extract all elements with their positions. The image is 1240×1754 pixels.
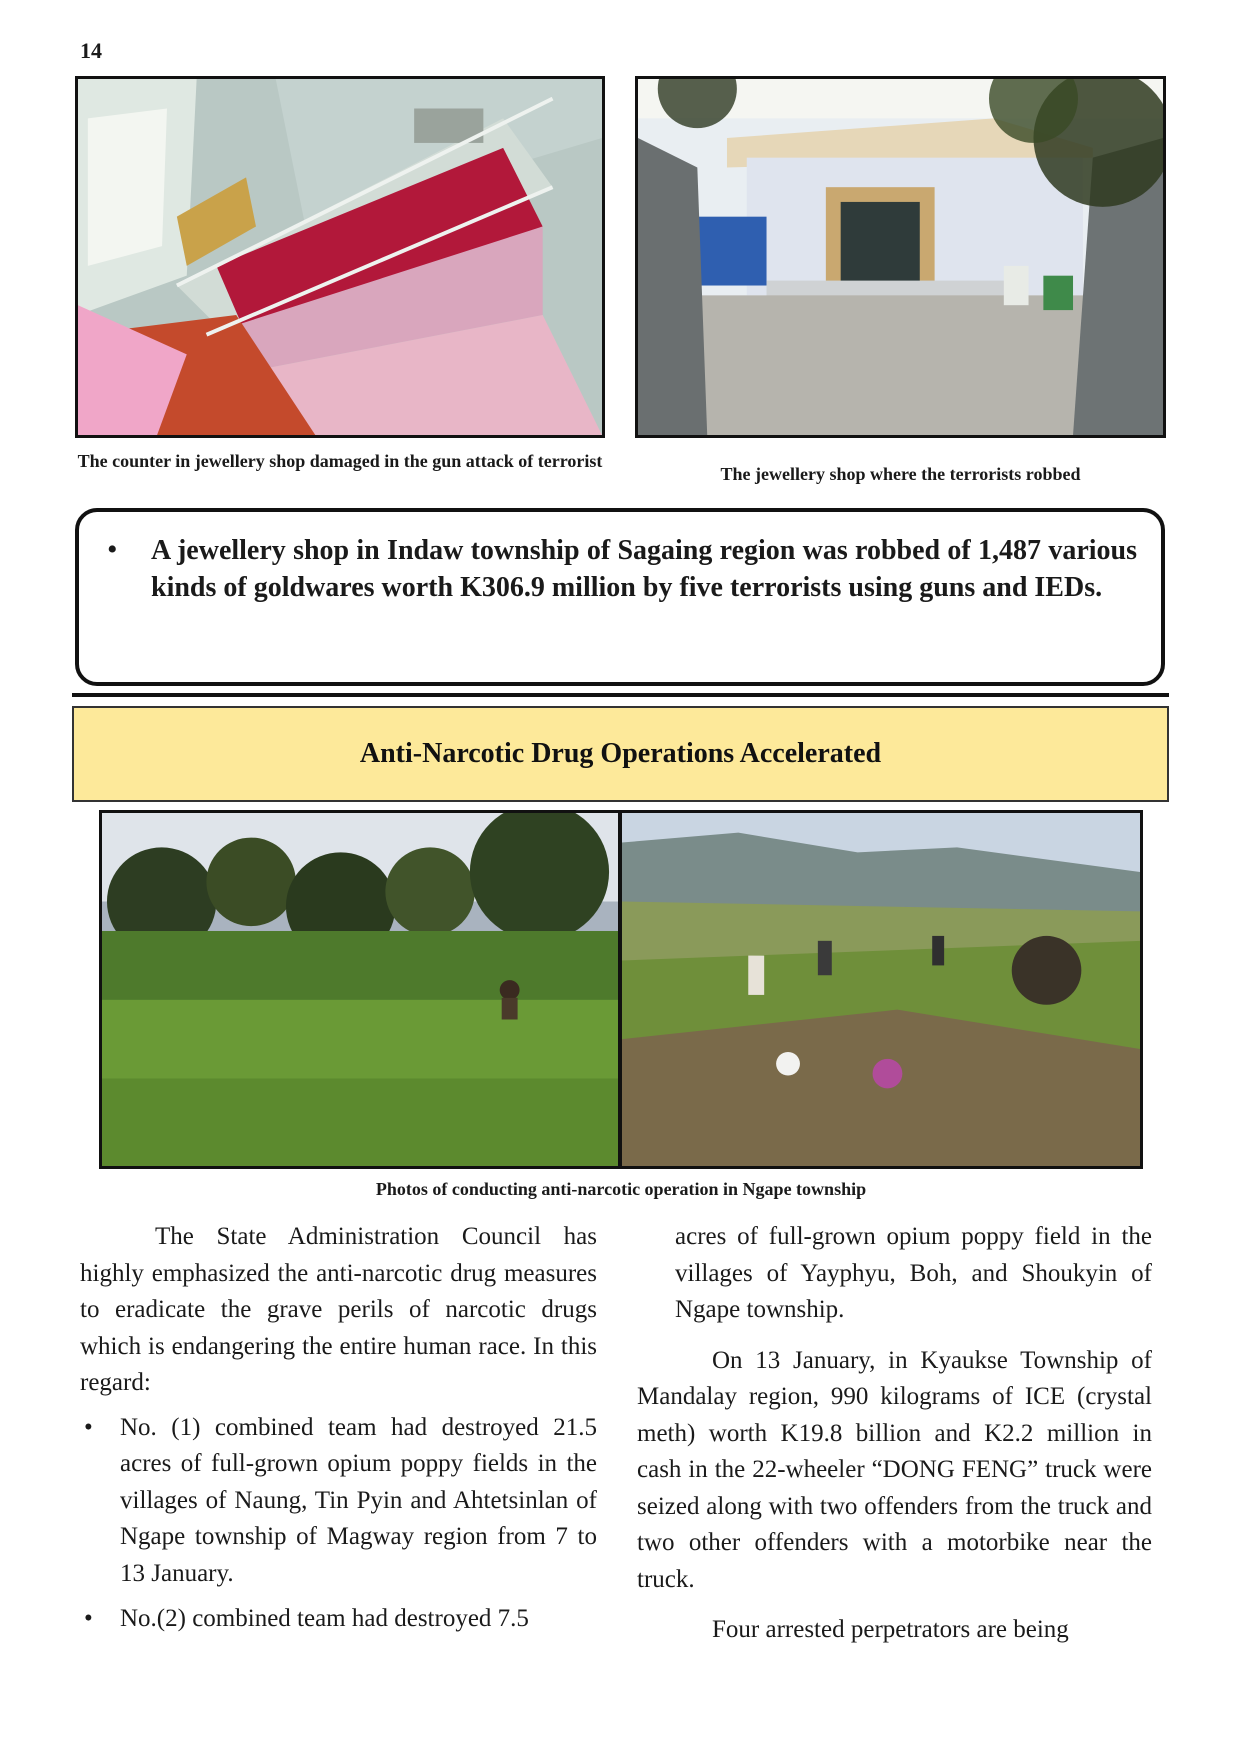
team-1-text: No. (1) combined team had destroyed 21.5 acres of full-grown opium poppy fields in the villages of Naung, Tin Pyin and Ahtetsinlan of Ngape township of Magway region from 7 to 13 January. bbox=[120, 1413, 597, 1587]
left-column bbox=[80, 1219, 597, 1638]
shop-front-caption: The jewellery shop where the terrorists robbed bbox=[720, 464, 1081, 484]
list-item bbox=[80, 1601, 597, 1638]
section-title: Anti-Narcotic Drug Operations Accelerated bbox=[359, 738, 882, 769]
section-banner bbox=[72, 706, 1169, 802]
highlight-text: A jewellery shop in Indaw township of Sagaing region was robbed of 1,487 various kinds of goldwares worth K306.9 million by five terrorists using guns and IEDs. bbox=[151, 535, 1137, 603]
bullet-dot: • bbox=[107, 533, 118, 566]
team-2-continuation: acres of full-grown opium poppy field in the villages of Yayphyu, Boh, and Shoukyin of Ngape township. bbox=[675, 1223, 1152, 1323]
bullet-dot: • bbox=[84, 1605, 93, 1632]
bullet-dot: • bbox=[84, 1413, 93, 1441]
team-list bbox=[80, 1410, 597, 1638]
right-column bbox=[637, 1219, 1152, 1649]
anti-narcotic-photos bbox=[99, 810, 1143, 1169]
page-number: 14 bbox=[80, 38, 102, 63]
anti-narcotic-caption: Photos of conducting anti-narcotic operation in Ngape township bbox=[375, 1179, 867, 1199]
perpetrators-paragraph: Four arrested perpetrators are being bbox=[712, 1616, 1069, 1643]
damaged-counter-caption: The counter in jewellery shop damaged in the gun attack of terrorist bbox=[77, 451, 603, 471]
section-divider bbox=[72, 693, 1169, 697]
damaged-counter-photo bbox=[75, 76, 605, 438]
list-item bbox=[80, 1410, 597, 1593]
team-2-text: No.(2) combined team had destroyed 7.5 bbox=[120, 1605, 529, 1632]
kyaukse-paragraph: On 13 January, in Kyaukse Township of Mandalay region, 990 kilograms of ICE (crystal meth) worth K19.8 billion and K2.2 million in cash in the 22-wheeler “DONG FENG” truck were seized along with two offenders from the truck and two other offenders with a motorbike near the truck. bbox=[637, 1346, 1152, 1593]
intro-paragraph: The State Administration Council has highly emphasized the anti-narcotic drug measures to eradicate the grave perils of narcotic drugs which is endangering the entire human race. In this regard: bbox=[80, 1223, 597, 1396]
shop-front-photo bbox=[635, 76, 1166, 438]
highlight-box bbox=[75, 508, 1165, 686]
